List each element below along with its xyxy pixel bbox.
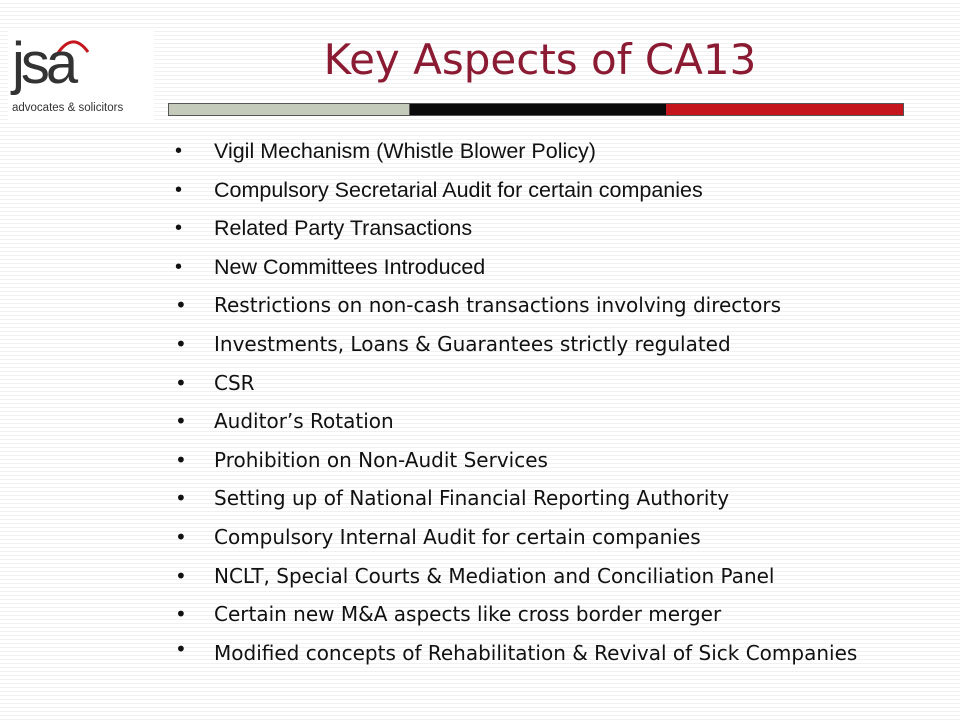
bullet-icon: • bbox=[175, 486, 187, 511]
list-item-text: NCLT, Special Courts & Mediation and Conciliation Panel bbox=[214, 563, 775, 588]
bullet-icon: • bbox=[175, 140, 183, 162]
bullet-icon: • bbox=[175, 178, 183, 201]
bullet-icon: • bbox=[175, 217, 183, 240]
bullet-icon: • bbox=[175, 524, 187, 549]
jsa-logo bbox=[8, 30, 154, 120]
list-item-text: Auditor’s Rotation bbox=[214, 409, 394, 434]
slide-title: Key Aspects of CA13 bbox=[323, 35, 757, 84]
list-item bbox=[175, 557, 927, 596]
list-item bbox=[175, 518, 927, 557]
list-item bbox=[175, 171, 927, 210]
list-item-text: Investments, Loans & Guarantees strictly regulated bbox=[214, 331, 731, 356]
bullet-icon: • bbox=[175, 602, 187, 627]
title-divider bbox=[168, 103, 904, 116]
list-item bbox=[175, 325, 927, 364]
list-item-text: Prohibition on Non-Audit Services bbox=[214, 447, 548, 472]
list-item-text: Vigil Mechanism (Whistle Blower Policy) bbox=[214, 139, 596, 163]
list-item-text: Setting up of National Financial Reporting Authority bbox=[214, 486, 730, 511]
bullet-icon: • bbox=[175, 563, 187, 588]
bullet-icon: • bbox=[175, 370, 187, 395]
list-item-text: Related Party Transactions bbox=[214, 216, 473, 241]
list-item-text: Compulsory Secretarial Audit for certain companies bbox=[214, 177, 703, 202]
bullet-icon: • bbox=[175, 409, 187, 434]
list-item bbox=[175, 132, 927, 171]
list-item-text: Restrictions on non-cash transactions involving directors bbox=[214, 293, 782, 318]
bullet-icon: • bbox=[175, 255, 183, 278]
list-item bbox=[175, 634, 927, 669]
list-item-text: CSR bbox=[214, 370, 255, 395]
bullet-icon: • bbox=[175, 447, 187, 472]
bullet-icon: • bbox=[175, 636, 187, 661]
logo-mark: jsa bbox=[12, 31, 75, 96]
logo-tagline: advocates & solicitors bbox=[12, 102, 124, 114]
bullet-icon: • bbox=[175, 331, 187, 356]
divider-segment-grey bbox=[169, 104, 410, 115]
list-item-text: Certain new M&A aspects like cross border merger bbox=[214, 602, 722, 627]
bullet-list bbox=[175, 132, 927, 669]
bullet-icon: • bbox=[175, 293, 187, 318]
list-item bbox=[175, 595, 927, 634]
list-item-text: Modified concepts of Rehabilitation & Revival of Sick Companies bbox=[214, 640, 858, 665]
divider-segment-black bbox=[410, 104, 666, 115]
list-item-text: Compulsory Internal Audit for certain companies bbox=[214, 524, 701, 549]
list-item bbox=[175, 364, 927, 403]
divider-segment-red bbox=[666, 104, 903, 115]
list-item-text: New Committees Introduced bbox=[214, 254, 486, 279]
list-item bbox=[175, 479, 927, 518]
list-item bbox=[175, 402, 927, 441]
list-item bbox=[175, 286, 927, 325]
list-item bbox=[175, 441, 927, 480]
list-item bbox=[175, 209, 927, 248]
list-item bbox=[175, 248, 927, 287]
